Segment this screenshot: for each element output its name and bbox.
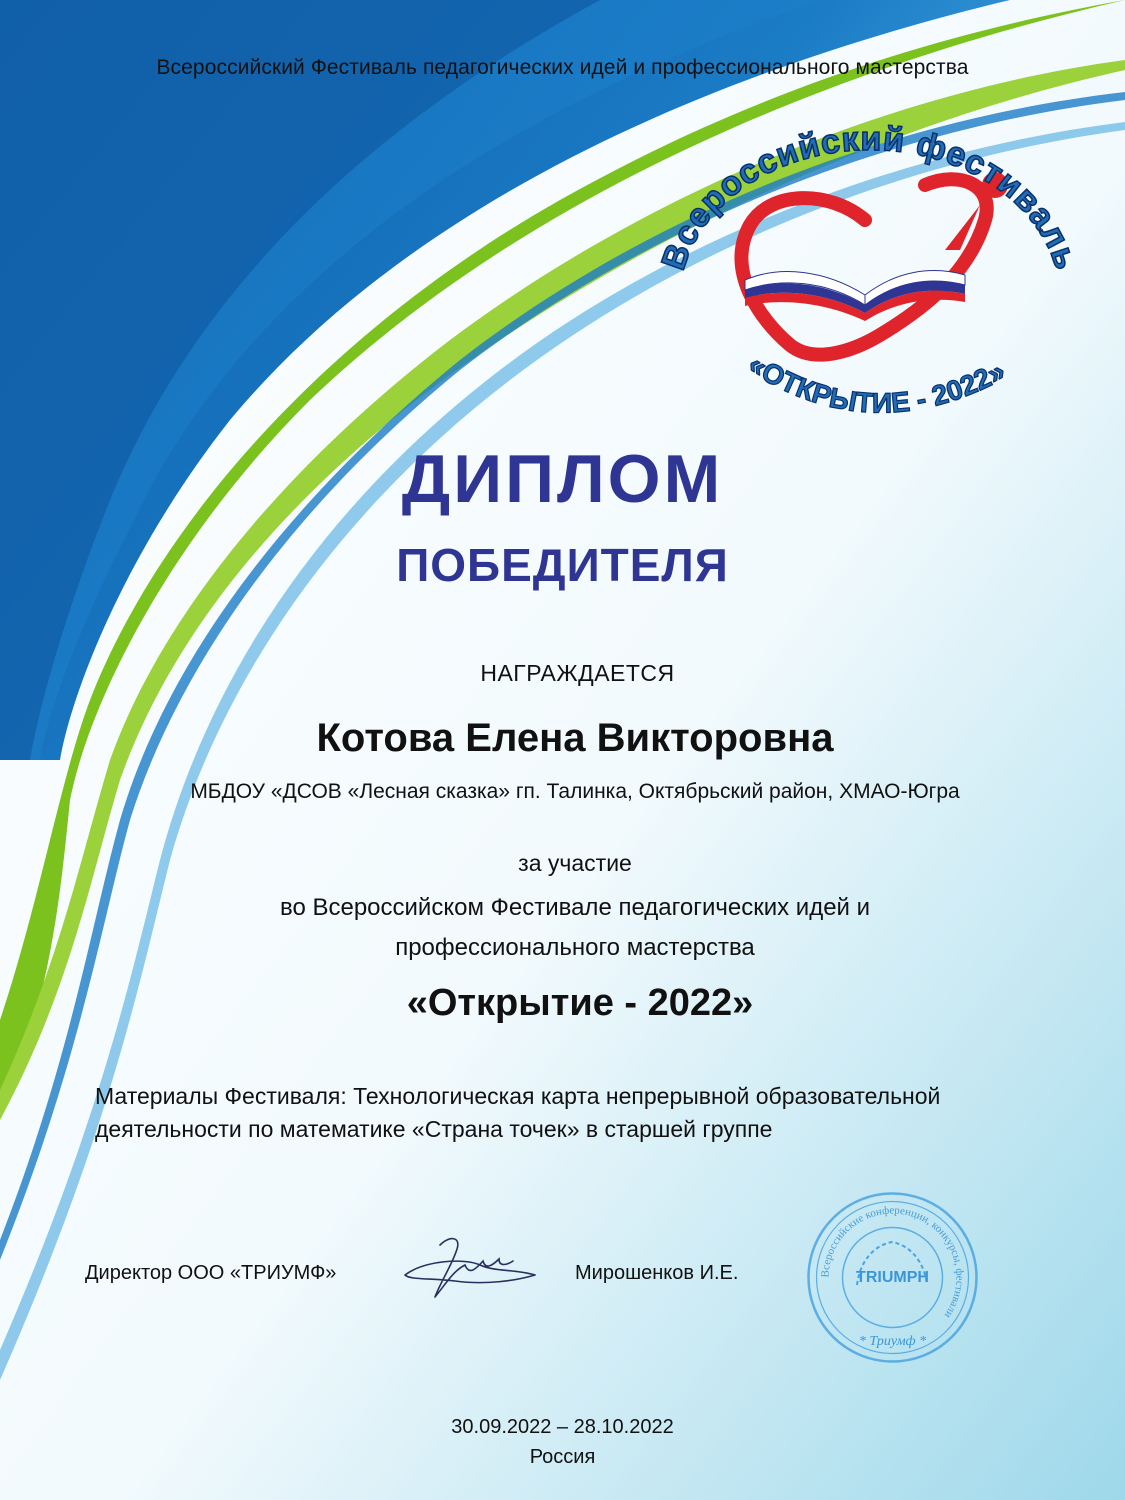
- festival-emblem: [640, 100, 1100, 450]
- reason-line-2: во Всероссийском Фестивале педагогических идей и: [279, 894, 871, 921]
- recipient-name: Котова Елена Викторовна: [316, 716, 834, 760]
- svg-text:«ОТКРЫТИЕ - 2022»: [743, 348, 1010, 419]
- stamp-seal: [805, 1190, 980, 1365]
- director-name: Мирошенков И.Е.: [575, 1262, 739, 1284]
- festival-materials: Материалы Фестиваля: Технологическая карта непрерывной образовательной деятельности по математике «Страна точек» в старшей группе: [95, 1083, 941, 1142]
- header-text: Всероссийский Фестиваль педагогических идей и профессионального мастерства: [156, 56, 969, 79]
- director-position: Директор ООО «ТРИУМФ»: [85, 1262, 337, 1284]
- book-icon: [745, 271, 965, 321]
- reason-line-3: профессионального мастерства: [395, 934, 755, 961]
- stamp-center-text: TRIUMPH: [856, 1269, 929, 1286]
- country: Россия: [529, 1446, 596, 1468]
- stamp-bottom-text: * Триумф *: [858, 1334, 927, 1349]
- awarded-label: НАГРАЖДАЕТСЯ: [480, 660, 675, 686]
- signature-icon: [395, 1225, 545, 1310]
- diploma-title: ДИПЛОМ: [401, 441, 724, 517]
- festival-name: «Открытие - 2022»: [406, 982, 754, 1024]
- emblem-arc-bottom: «ОТКРЫТИЕ - 2022»: [743, 348, 1011, 419]
- stamp-ring-text: Всероссийские конференции, конкурсы, фестивали: [819, 1204, 966, 1321]
- recipient-organization: МБДОУ «ДСОВ «Лесная сказка» гп. Талинка, Октябрьский район, ХМАО-Югра: [190, 780, 960, 803]
- heart-icon: [741, 179, 986, 354]
- festival-dates: 30.09.2022 – 28.10.2022: [451, 1416, 674, 1438]
- diploma-subtitle: ПОБЕДИТЕЛЯ: [396, 539, 729, 591]
- svg-text:Всероссийский фестиваль: [654, 120, 1085, 275]
- emblem-arc-top: Всероссийский фестиваль: [654, 119, 1086, 275]
- reason-line-1: за участие: [518, 850, 632, 876]
